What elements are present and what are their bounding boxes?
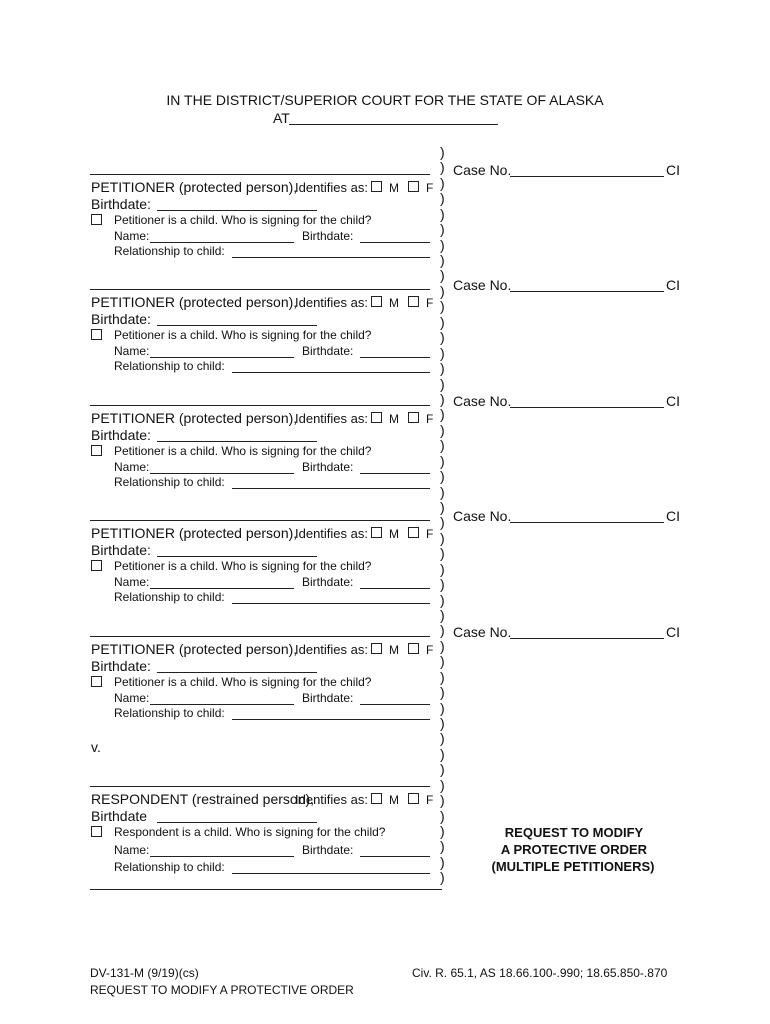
respondent-child-label: Respondent is a child. Who is signing for the child? xyxy=(114,825,386,839)
caption-parenthesis: ) xyxy=(440,838,445,855)
signer-birthdate-label: Birthdate: xyxy=(302,229,354,243)
caption-parenthesis: ) xyxy=(440,375,445,392)
respondent-child-checkbox[interactable] xyxy=(91,826,102,837)
versus-label: v. xyxy=(91,739,101,755)
signer-name-field[interactable] xyxy=(150,704,294,705)
relationship-field[interactable] xyxy=(232,372,430,373)
m-checkbox[interactable] xyxy=(371,181,382,192)
case-number-suffix: CI xyxy=(666,277,680,293)
case-number-field[interactable] xyxy=(510,407,664,408)
caption-parenthesis: ) xyxy=(440,452,445,469)
caption-parenthesis: ) xyxy=(440,360,445,376)
signer-birthdate-field[interactable] xyxy=(360,357,430,358)
caption-parenthesis: ) xyxy=(440,529,445,546)
caption-parenthesis: ) xyxy=(440,406,445,423)
court-at-label: AT xyxy=(273,110,290,126)
relationship-label: Relationship to child: xyxy=(114,706,225,720)
signer-birthdate-field[interactable] xyxy=(360,473,430,474)
f-label: F xyxy=(426,412,434,426)
caption-parenthesis: ) xyxy=(440,668,445,685)
birthdate-field[interactable] xyxy=(157,556,317,557)
case-number-field[interactable] xyxy=(510,176,664,177)
signer-name-field[interactable] xyxy=(150,588,294,589)
m-label: M xyxy=(389,527,399,541)
signer-birthdate-field[interactable] xyxy=(360,588,430,589)
petitioner-child-label: Petitioner is a child. Who is signing for the child? xyxy=(114,559,372,573)
birthdate-label: Birthdate: xyxy=(91,427,151,443)
caption-parenthesis: ) xyxy=(440,252,445,268)
caption-parenthesis: ) xyxy=(440,776,445,793)
caption-parenthesis: ) xyxy=(440,205,445,222)
signer-name-field[interactable] xyxy=(150,473,294,474)
case-number-suffix: CI xyxy=(666,393,680,409)
petitioner-name-field[interactable] xyxy=(90,174,430,175)
m-label: M xyxy=(389,296,399,310)
caption-parenthesis: ) xyxy=(440,622,445,639)
signer-name-label: Name: xyxy=(114,691,150,705)
f-checkbox[interactable] xyxy=(408,412,419,423)
case-number-suffix: CI xyxy=(666,162,680,178)
caption-parenthesis: ) xyxy=(440,390,445,407)
caption-parenthesis: ) xyxy=(440,236,445,253)
case-number-field[interactable] xyxy=(510,291,664,292)
respondent-signer-birthdate-label: Birthdate: xyxy=(302,843,354,857)
caption-parenthesis: ) xyxy=(440,653,445,670)
birthdate-label: Birthdate: xyxy=(91,542,151,558)
caption-parenthesis: ) xyxy=(440,761,445,778)
respondent-relationship-label: Relationship to child: xyxy=(114,860,225,874)
respondent-role-label: RESPONDENT (restrained person), xyxy=(91,791,315,807)
caption-parenthesis: ) xyxy=(440,792,445,809)
relationship-field[interactable] xyxy=(232,488,430,489)
case-number-suffix: CI xyxy=(666,624,680,640)
caption-parenthesis: ) xyxy=(440,313,445,330)
respondent-f-checkbox[interactable] xyxy=(408,793,419,804)
signer-birthdate-label: Birthdate: xyxy=(302,460,354,474)
caption-parenthesis: ) xyxy=(440,514,445,531)
caption-parenthesis: ) xyxy=(440,591,445,608)
respondent-name-field[interactable] xyxy=(90,786,430,787)
caption-parenthesis: ) xyxy=(440,190,445,207)
respondent-signer-birthdate-field[interactable] xyxy=(360,856,430,857)
signer-name-label: Name: xyxy=(114,575,150,589)
caption-parenthesis: ) xyxy=(440,437,445,454)
caption-parenthesis: ) xyxy=(440,822,445,839)
m-checkbox[interactable] xyxy=(371,527,382,538)
petitioner-child-label: Petitioner is a child. Who is signing for the child? xyxy=(114,328,372,342)
m-label: M xyxy=(389,412,399,426)
respondent-birthdate-label: Birthdate xyxy=(91,808,148,824)
m-checkbox[interactable] xyxy=(371,643,382,654)
court-location-field[interactable] xyxy=(289,124,498,125)
respondent-signer-name-field[interactable] xyxy=(150,856,294,857)
footer-form-name: REQUEST TO MODIFY A PROTECTIVE ORDER xyxy=(90,983,354,997)
signer-birthdate-field[interactable] xyxy=(360,704,430,705)
caption-parenthesis: ) xyxy=(440,267,445,284)
case-number-label: Case No. xyxy=(453,393,512,409)
f-checkbox[interactable] xyxy=(408,296,419,307)
respondent-f-label: F xyxy=(426,793,434,807)
form-title-line1: REQUEST TO MODIFY xyxy=(504,825,644,840)
petitioner-role-label: PETITIONER (protected person), xyxy=(91,641,298,657)
petitioner-child-checkbox[interactable] xyxy=(91,445,102,456)
petitioner-child-label: Petitioner is a child. Who is signing for the child? xyxy=(114,675,372,689)
relationship-label: Relationship to child: xyxy=(114,590,225,604)
identifies-as-label: Identifies as: xyxy=(295,642,368,657)
signer-birthdate-label: Birthdate: xyxy=(302,344,354,358)
case-number-suffix: CI xyxy=(666,508,680,524)
caption-parenthesis: ) xyxy=(440,699,445,716)
identifies-as-label: Identifies as: xyxy=(295,295,368,310)
respondent-m-checkbox[interactable] xyxy=(371,793,382,804)
relationship-field[interactable] xyxy=(232,257,430,258)
birthdate-field[interactable] xyxy=(157,210,317,211)
case-number-field[interactable] xyxy=(510,522,664,523)
case-number-label: Case No. xyxy=(453,508,512,524)
signer-birthdate-field[interactable] xyxy=(360,242,430,243)
signer-name-label: Name: xyxy=(114,460,150,474)
signer-name-label: Name: xyxy=(114,344,150,358)
case-number-label: Case No. xyxy=(453,162,512,178)
caption-parenthesis: ) xyxy=(440,714,445,731)
respondent-birthdate-field[interactable] xyxy=(157,822,317,823)
caption-bottom-line xyxy=(90,889,442,890)
case-number-label: Case No. xyxy=(453,624,512,640)
form-title-line3: (MULTIPLE PETITIONERS) xyxy=(491,859,655,874)
caption-parenthesis: ) xyxy=(440,344,445,361)
identifies-as-label: Identifies as: xyxy=(295,180,368,195)
petitioner-child-checkbox[interactable] xyxy=(91,676,102,687)
petitioner-child-checkbox[interactable] xyxy=(91,214,102,225)
petitioner-child-label: Petitioner is a child. Who is signing for the child? xyxy=(114,444,372,458)
f-label: F xyxy=(426,527,434,541)
petitioner-name-field[interactable] xyxy=(90,636,430,637)
caption-parenthesis: ) xyxy=(440,560,445,577)
caption-parenthesis: ) xyxy=(440,221,445,238)
signer-name-field[interactable] xyxy=(150,357,294,358)
signer-name-field[interactable] xyxy=(150,242,294,243)
birthdate-label: Birthdate: xyxy=(91,311,151,327)
birthdate-field[interactable] xyxy=(157,441,317,442)
birthdate-label: Birthdate: xyxy=(91,658,151,674)
respondent-relationship-field[interactable] xyxy=(232,873,430,874)
caption-parenthesis: ) xyxy=(440,745,445,762)
f-label: F xyxy=(426,181,434,195)
caption-parenthesis: ) xyxy=(440,606,445,623)
caption-parenthesis: ) xyxy=(440,807,445,824)
f-checkbox[interactable] xyxy=(408,643,419,654)
caption-parenthesis: ) xyxy=(440,684,445,700)
birthdate-label: Birthdate: xyxy=(91,196,151,212)
petitioner-child-checkbox[interactable] xyxy=(91,329,102,340)
form-title-line2: A PROTECTIVE ORDER xyxy=(500,842,648,857)
caption-parenthesis: ) xyxy=(440,329,445,346)
petitioner-name-field[interactable] xyxy=(90,520,430,521)
signer-birthdate-label: Birthdate: xyxy=(302,575,354,589)
m-checkbox[interactable] xyxy=(371,412,382,423)
f-checkbox[interactable] xyxy=(408,527,419,538)
f-checkbox[interactable] xyxy=(408,181,419,192)
m-checkbox[interactable] xyxy=(371,296,382,307)
caption-parenthesis: ) xyxy=(440,545,445,562)
footer-form-number: DV-131-M (9/19)(cs) xyxy=(90,966,199,980)
petitioner-role-label: PETITIONER (protected person), xyxy=(91,525,298,541)
caption-parenthesis: ) xyxy=(440,159,445,176)
birthdate-field[interactable] xyxy=(157,325,317,326)
relationship-label: Relationship to child: xyxy=(114,244,225,258)
relationship-field[interactable] xyxy=(232,603,430,604)
identifies-as-label: Identifies as: xyxy=(295,411,368,426)
caption-parenthesis: ) xyxy=(440,637,445,654)
caption-parenthesis: ) xyxy=(440,421,445,438)
m-label: M xyxy=(389,643,399,657)
respondent-m-label: M xyxy=(389,793,399,807)
relationship-field[interactable] xyxy=(232,719,430,720)
petitioner-child-checkbox[interactable] xyxy=(91,560,102,571)
petitioner-role-label: PETITIONER (protected person), xyxy=(91,410,298,426)
caption-parenthesis: ) xyxy=(440,144,445,160)
court-title: IN THE DISTRICT/SUPERIOR COURT FOR THE STATE OF ALASKA xyxy=(166,92,604,108)
identifies-as-label: Identifies as: xyxy=(295,526,368,541)
caption-parenthesis: ) xyxy=(440,468,445,484)
caption-parenthesis: ) xyxy=(440,576,445,592)
signer-name-label: Name: xyxy=(114,229,150,243)
caption-parenthesis: ) xyxy=(440,483,445,500)
f-label: F xyxy=(426,643,434,657)
respondent-signer-name-label: Name: xyxy=(114,843,150,857)
relationship-label: Relationship to child: xyxy=(114,359,225,373)
relationship-label: Relationship to child: xyxy=(114,475,225,489)
petitioner-role-label: PETITIONER (protected person), xyxy=(91,179,298,195)
m-label: M xyxy=(389,181,399,195)
caption-parenthesis: ) xyxy=(440,869,445,886)
case-number-field[interactable] xyxy=(510,638,664,639)
caption-parenthesis: ) xyxy=(440,853,445,870)
petitioner-name-field[interactable] xyxy=(90,289,430,290)
petitioner-role-label: PETITIONER (protected person), xyxy=(91,294,298,310)
petitioner-child-label: Petitioner is a child. Who is signing for the child? xyxy=(114,213,372,227)
case-number-label: Case No. xyxy=(453,277,512,293)
respondent-identifies-label: Identifies as: xyxy=(295,792,368,807)
caption-parenthesis: ) xyxy=(440,174,445,191)
caption-parenthesis: ) xyxy=(440,298,445,315)
birthdate-field[interactable] xyxy=(157,672,317,673)
caption-parenthesis: ) xyxy=(440,498,445,515)
signer-birthdate-label: Birthdate: xyxy=(302,691,354,705)
petitioner-name-field[interactable] xyxy=(90,405,430,406)
footer-citation: Civ. R. 65.1, AS 18.66.100-.990; 18.65.850-.870 xyxy=(412,966,668,980)
caption-parenthesis: ) xyxy=(440,730,445,747)
caption-parenthesis: ) xyxy=(440,282,445,299)
f-label: F xyxy=(426,296,434,310)
